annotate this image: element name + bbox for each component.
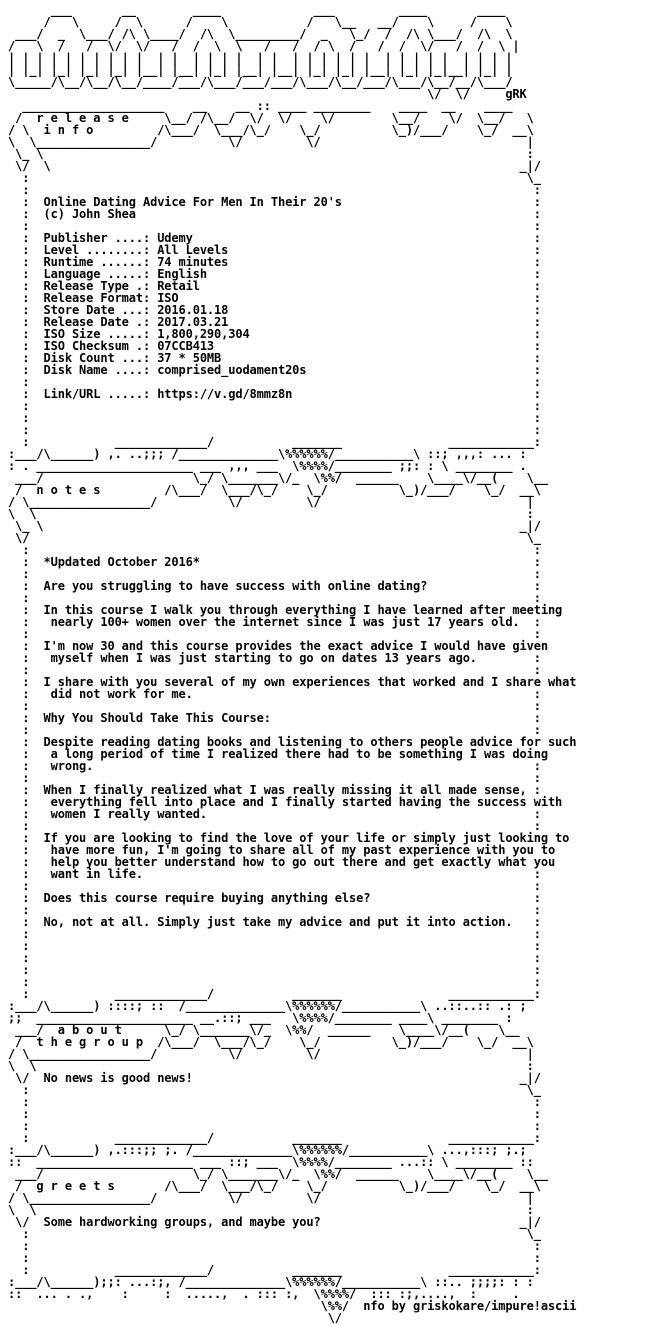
nfo-line: : : (8, 219, 541, 233)
nfo-line: ___ __ ____ ___ ____ ____ (8, 3, 506, 17)
nfo-line: : want in life. : (8, 867, 541, 881)
nfo-text (8, 4, 640, 1324)
nfo-line: : : (8, 963, 541, 977)
nfo-line: : : (8, 939, 541, 953)
nfo-line: / \ / / \/ \/ / / \ \ / / / \ / / / \/ / / \ | (8, 39, 520, 53)
nfo-line: : : (8, 951, 541, 965)
nfo-line: : Disk Count ...: 37 * 50MB : (8, 351, 541, 365)
nfo-line: ___/ a b o u t \_/ \_______\/_ \%%/ ______ \____\/__( \__ (8, 1023, 520, 1037)
nfo-line: | |_| |_| |_| |_| |__| |__| |_| |__| |__| |_| |_| |__| |_| |_|__| |_| | (8, 63, 513, 77)
nfo-line: : : (8, 903, 541, 917)
nfo-line: \/ Some hardworking groups, and maybe you? _|/ (8, 1215, 541, 1229)
nfo-line: : women I really wanted. : (8, 807, 541, 821)
nfo-line: : I share with you several of my own experiences that worked and I share what (8, 675, 577, 689)
nfo-line: : Publisher ....: Udemy : (8, 231, 541, 245)
nfo-line: : : (8, 1239, 541, 1253)
nfo-line: \/ \/ gRK (8, 87, 527, 101)
nfo-line: : Online Dating Advice For Men In Their 20's : (8, 195, 541, 209)
nfo-line: : Disk Name ....: comprised_uodament20s : (8, 363, 541, 377)
nfo-line: : wrong. : (8, 759, 541, 773)
nfo-line: : : (8, 1251, 541, 1265)
nfo-line: : (c) John Shea : (8, 207, 541, 221)
nfo-line: \%%/ nfo by griskokare/impure!ascii (8, 1299, 577, 1313)
nfo-line: \_____/\__/\__/\__/____/___/\___/___/___/\___/\__/___/\___/\__/__/\___/ (8, 75, 513, 89)
nfo-line: : Language .....: English : (8, 267, 541, 281)
nfo-line: : : (8, 927, 541, 941)
nfo-line: : Does this course require buying anything else? : (8, 891, 541, 905)
nfo-line: / n o t e s /\___/ \___/\_/ \_/ \_)/___/ \_/ __\ (8, 483, 541, 497)
nfo-line: : *Updated October 2016* : (8, 555, 541, 569)
nfo-line: :___/\______) ::::; :: /______________\%%%%%%/___________\ ..::..:: .: ; (8, 999, 527, 1013)
nfo-line: : : (8, 975, 541, 989)
nfo-line: : ISO Size .....: 1,800,290,304 : (8, 327, 541, 341)
nfo-line: : _____________/ _______ ____________: (8, 987, 541, 1001)
nfo-line: : a long period of time I realized there had to be something I was doing (8, 747, 548, 761)
nfo-line: \ \________________/ \/ \/ | (8, 135, 534, 149)
nfo-line: : Release Date .: 2017.03.21 : (8, 315, 541, 329)
nfo-line: : : (8, 819, 541, 833)
nfo-line: : : (8, 411, 541, 425)
nfo-line: : Store Date ...: 2016.01.18 : (8, 303, 541, 317)
nfo-line: : did not work for me. : (8, 687, 541, 701)
nfo-line: : I'm now 30 and this course provides the exact advice I would have given (8, 639, 548, 653)
nfo-line: / \ i n f o /\___/ \___/\_/ \_/ \_)/___/ \_/ __\ (8, 123, 534, 137)
nfo-line: \_ \ : (8, 147, 534, 161)
nfo-line: : : (8, 375, 541, 389)
nfo-line: \ \ : (8, 507, 534, 521)
nfo-line: : : (8, 591, 541, 605)
nfo-line: : have more fun, I'm going to share all of my past experience with you to (8, 843, 556, 857)
nfo-line: / g r e e t s /\___/ \___/\_/ \_/ \_)/___/ \_/ __\ (8, 1179, 541, 1193)
nfo-line: : _____________/ _______ ____________: (8, 1131, 541, 1145)
nfo-line: : _____________/ _______ ____________: (8, 435, 541, 449)
nfo-line: : _____________/ _______ ____________: (8, 1263, 541, 1277)
nfo-line: :: ... . ., : : ....., . ::: :, \%%%%/ ::: :;,...., : . (8, 1287, 520, 1301)
nfo-line: ___/ _ \___/ /\ \____/ /\ \_________/ _ \_/ / /\ \___/ /\ \ (8, 27, 513, 41)
nfo-line: : : (8, 1119, 541, 1133)
nfo-line: \/ No news is good news! _|/ (8, 1071, 541, 1085)
nfo-line: : : (8, 663, 541, 677)
nfo-line: ___/ \_/ \_______\/_ \%%/ ______ \____\/__( \__ (8, 1167, 548, 1181)
nfo-line: / \_________________/ \/ \/ | (8, 1191, 534, 1205)
nfo-line: / t h e g r o u p /\___/ \___/\_/ \_/ \_)/___/ \_/ __\ (8, 1035, 534, 1049)
nfo-line: : In this course I walk you through everything I have learned after meeting (8, 603, 563, 617)
nfo-line: : No, not at all. Simply just take my advice and put it into action. : (8, 915, 541, 929)
nfo-line: : \_ (8, 171, 541, 185)
nfo-line: : When I finally realized what I was really missing it all made sense, : (8, 783, 541, 797)
nfo-line: :: ______________________ ___ ::; ___ \%%%%/________ ...:: \ ________ :: (8, 1155, 534, 1169)
nfo-line: : : (8, 183, 541, 197)
nfo-line: : \_ (8, 1227, 541, 1241)
nfo-line: : ISO Checksum .: 07CCB413 : (8, 339, 541, 353)
nfo-line: : : (8, 771, 541, 785)
nfo-line: ___/ \_/ \_______\/_ \%%/ ______ \____\/__( \__ (8, 471, 548, 485)
nfo-line: : Despite reading dating books and listening to others people advice for such (8, 735, 577, 749)
nfo-line: \/ \_ (8, 531, 541, 545)
nfo-line: : : (8, 1095, 541, 1109)
nfo-line: :___/\______) ,. ..;;; /______________\%%%%%%/___________\ ::; ,,,: ... : (8, 447, 527, 461)
nfo-line: / r e l e a s e \__/ /\__/ \/ \/ \/ \__/ \/ \__/ \ (8, 111, 534, 125)
nfo-line: : : (8, 879, 541, 893)
nfo-line: : Runtime ......: 74 minutes : (8, 255, 541, 269)
nfo-line: : help you better understand how to go out there and get exactly what you (8, 855, 556, 869)
nfo-line: : . ______________________ ___ ,,, ___ \%%%%/________ ;;: : \ ________ . (8, 459, 527, 473)
nfo-line: : Link/URL .....: https://v.gd/8mmz8n : (8, 387, 541, 401)
nfo-line: : : (8, 543, 541, 557)
nfo-line: : myself when I was just starting to go on dates 13 years ago. : (8, 651, 541, 665)
nfo-line: \ \ : (8, 1203, 534, 1217)
nfo-line: : : (8, 699, 541, 713)
nfo-line: :___/\______) ,.:::;; ;. /______________\%%%%%%/___________\ ...,:::; ;.; (8, 1143, 527, 1157)
nfo-line: : \_ (8, 1083, 541, 1097)
nfo-line: : : (8, 1107, 541, 1121)
nfo-line: ;; ______________________ __.::; ___ \%%%%/________ ____\ ________ : (8, 1011, 513, 1025)
nfo-line: : Are you struggling to have success with online dating? : (8, 579, 541, 593)
nfo-line: : Release Type .: Retail : (8, 279, 541, 293)
nfo-line: \_ \ _|/ (8, 519, 541, 533)
nfo-line: / \_________________/ \/ \/ | (8, 1047, 534, 1061)
nfo-line: : Why You Should Take This Course: : (8, 711, 541, 725)
nfo-line: / \ / \ / \ / \__ __/ \ / \ (8, 15, 513, 29)
nfo-line: \/ (8, 1311, 342, 1325)
nfo-line: : : (8, 399, 541, 413)
nfo-line: : everything fell into place and I finally started having the success with (8, 795, 563, 809)
nfo-line: : If you are looking to find the love of your life or simply just looking to (8, 831, 570, 845)
nfo-line: ____________________ __ __ :: ____ ________ ____ __ ____ (8, 99, 513, 113)
nfo-line: : nearly 100+ women over the internet since I was just 17 years old. : (8, 615, 541, 629)
nfo-line: : : (8, 567, 541, 581)
nfo-line: : : (8, 723, 541, 737)
nfo-line: :___/\______);;: ...:;, /______________\%%%%%%/___________\ ::.. ;;;;: : : (8, 1275, 534, 1289)
nfo-line: \ \ : (8, 1059, 534, 1073)
nfo-line: / \_________________/ \/ \/ | (8, 495, 534, 509)
nfo-line: : Release Format: ISO : (8, 291, 541, 305)
nfo-line: : Level ........: All Levels : (8, 243, 541, 257)
nfo-line: | | | | | | | | | | | | | | | | | | | | | | | | | | | | | | | | | (8, 51, 513, 65)
nfo-line: \/ \ _|/ (8, 159, 541, 173)
nfo-line: : : (8, 423, 541, 437)
nfo-line: : : (8, 627, 541, 641)
